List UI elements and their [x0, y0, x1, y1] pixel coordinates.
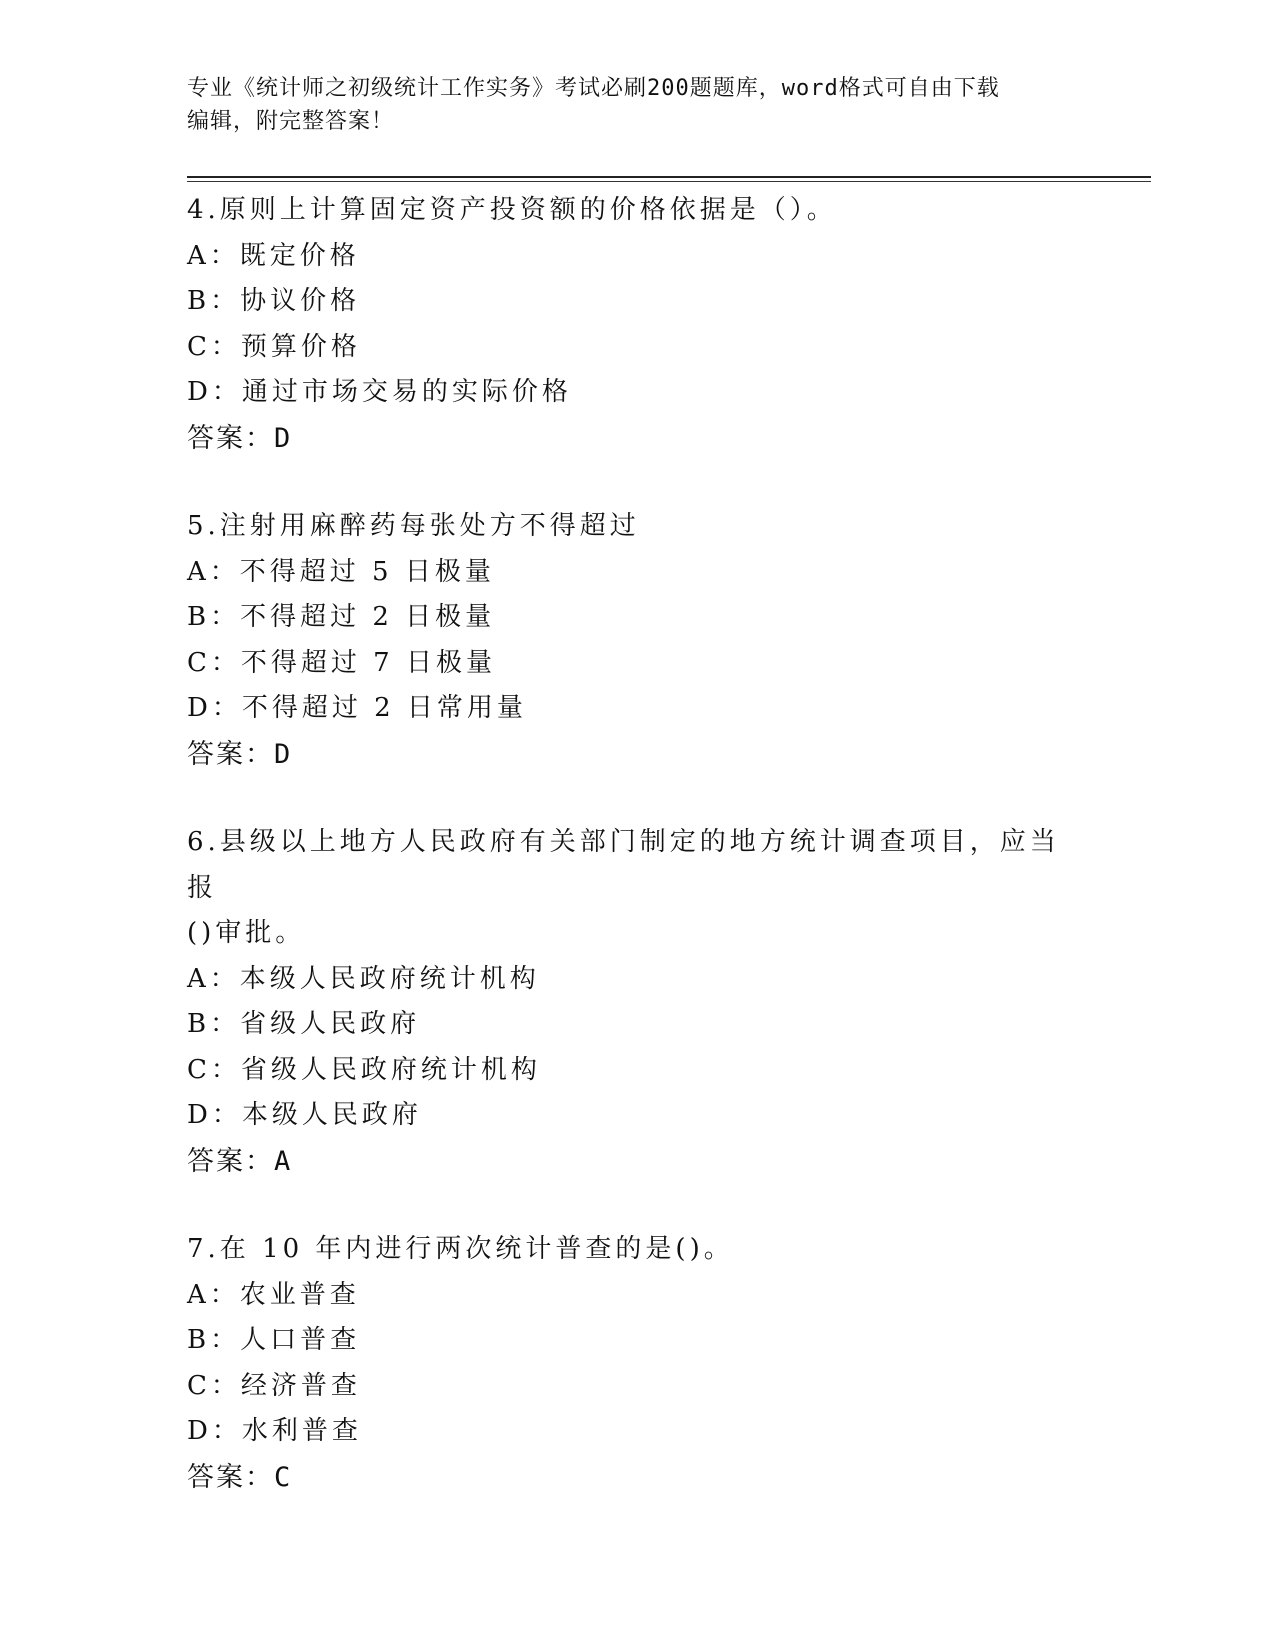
option-b: B：协议价格 — [187, 286, 361, 316]
option-d: D：本级人民政府 — [187, 1100, 422, 1130]
question-7 — [187, 1227, 1087, 1500]
option-d: D：通过市场交易的实际价格 — [187, 377, 572, 407]
question-stem: 5.注射用麻醉药每张处方不得超过 — [187, 511, 640, 541]
question-list — [187, 188, 1087, 1543]
question-4 — [187, 188, 1087, 461]
header-divider-thin — [187, 181, 1151, 182]
option-a: A：不得超过 5 日极量 — [187, 556, 495, 587]
option-c: C：经济普查 — [187, 1370, 361, 1401]
option-c: C：预算价格 — [187, 331, 361, 362]
option-a: A：本级人民政府统计机构 — [187, 963, 540, 994]
option-b: B：人口普查 — [187, 1325, 361, 1355]
document-header — [187, 72, 1067, 138]
answer-line: 答案：D — [187, 738, 293, 770]
option-b: B：省级人民政府 — [187, 1009, 421, 1039]
question-5 — [187, 504, 1087, 777]
option-d: D：水利普查 — [187, 1416, 362, 1446]
answer-line: 答案：C — [187, 1461, 293, 1493]
header-line-1: 专业《统计师之初级统计工作实务》考试必刷200题题库，word格式可自由下载 — [187, 76, 1000, 101]
answer-line: 答案：A — [187, 1145, 293, 1177]
option-c: C：省级人民政府统计机构 — [187, 1054, 541, 1085]
option-d: D：不得超过 2 日常用量 — [187, 693, 527, 723]
answer-line: 答案：D — [187, 422, 293, 454]
question-stem-continued: ()审批。 — [187, 918, 306, 948]
option-c: C：不得超过 7 日极量 — [187, 647, 496, 678]
question-6 — [187, 820, 1087, 1184]
option-a: A：农业普查 — [187, 1279, 360, 1310]
header-line-2: 编辑，附完整答案！ — [187, 109, 395, 134]
option-b: B：不得超过 2 日极量 — [187, 602, 496, 632]
option-a: A：既定价格 — [187, 240, 360, 271]
question-stem: 4.原则上计算固定资产投资额的价格依据是（）。 — [187, 195, 837, 225]
question-stem: 6.县级以上地方人民政府有关部门制定的地方统计调查项目，应当报 — [187, 827, 1060, 903]
question-stem: 7.在 10 年内进行两次统计普查的是()。 — [187, 1234, 734, 1264]
header-divider-thick — [187, 176, 1151, 178]
